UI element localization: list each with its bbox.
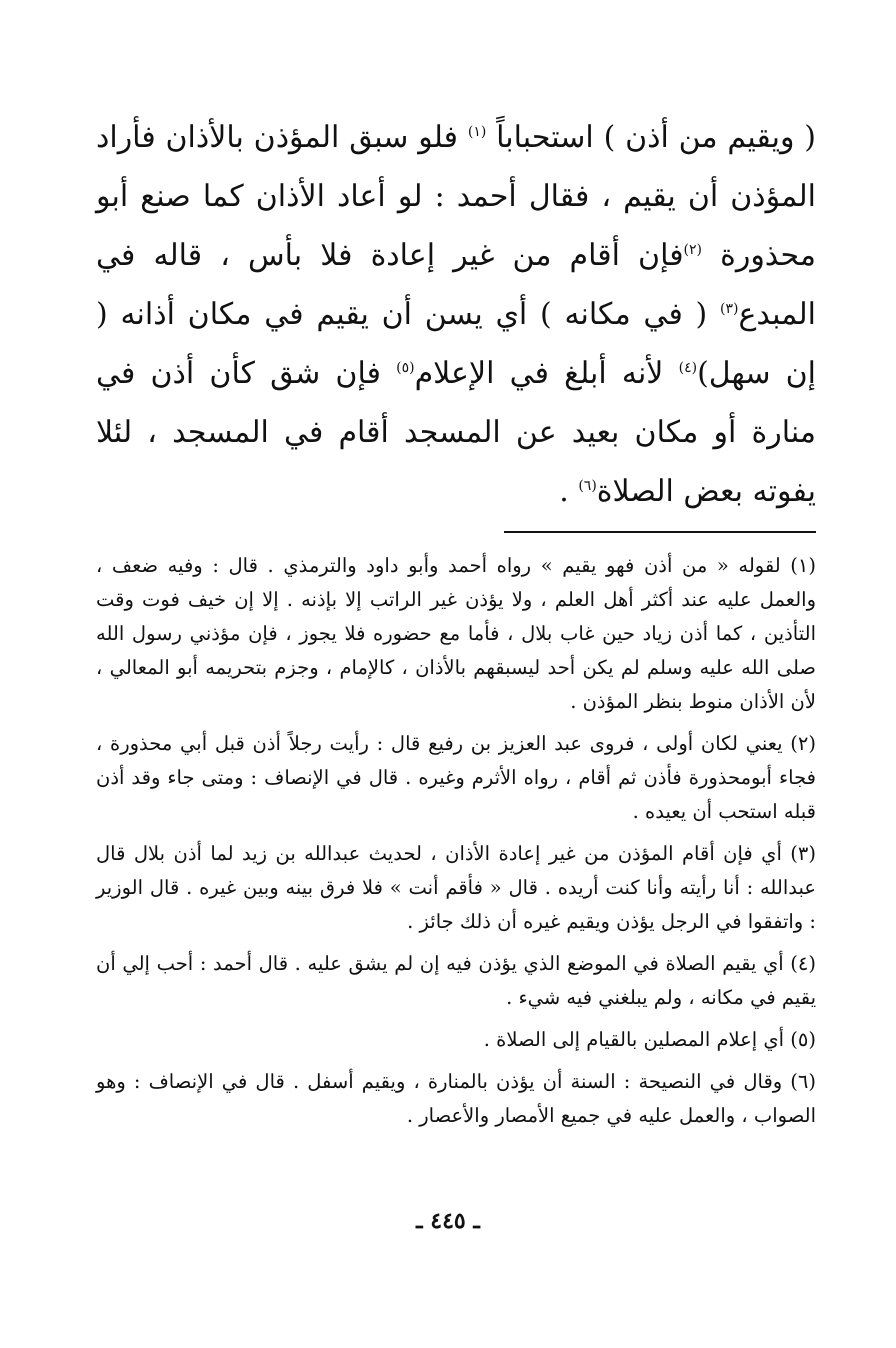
main-text-segment: فلو سبق المؤذن بالأذان فأراد المؤذن أن يقيم ، فقال أحمد : لو أعاد الأذان كما صنع أبو محذورة <box>96 120 816 273</box>
footnote-marker-5[interactable]: (٥) <box>396 360 415 376</box>
main-text-segment: ( ويقيم من أذن ) استحباباً <box>486 120 816 155</box>
footnote-1: (١) لقوله « من أذن فهو يقيم » رواه أحمد وأبو داود والترمذي . قال : وفيه ضعف ، والعمل عليه عند أكثر أهل العلم ، ولا يؤذن غير الراتب إلا بإذنه . إلا إن خيف فوت وقت التأذين ، كما أذن زياد حين غاب بلال ، فأما مع حضوره فلا يجوز ، فإن مؤذني رسول الله صلى الله عليه وسلم لم يكن أحد ليسبقهم بالأذان ، كالإمام ، وجزم بتحريمه أبو المعالي ، لأن الأذان منوط بنظر المؤذن . <box>96 554 816 713</box>
page-content <box>96 108 816 1141</box>
main-text-segment: لأنه أبلغ في الإعلام <box>414 356 679 391</box>
footnote-marker-4[interactable]: (٤) <box>678 360 698 376</box>
footnote-marker-1[interactable]: (١) <box>467 124 487 140</box>
page-number: ـ ٤٤٥ ـ <box>416 1208 480 1234</box>
footnote-4: (٤) أي يقيم الصلاة في الموضع الذي يؤذن فيه إن لم يشق عليه . قال أحمد : أحب إلي أن يقيم في مكانه ، ولم يبلغني فيه شيء . <box>96 952 816 1009</box>
footnotes-section <box>96 549 816 1133</box>
main-paragraph <box>96 108 816 521</box>
main-text-segment: فإن شق كأن أذن في منارة أو مكان بعيد عن المسجد أقام في المسجد ، لئلا يفوته بعض الصلاة <box>96 356 816 509</box>
main-text-segment: ( في مكانه ) أي يسن أن يقيم في مكان أذانه ( إن سهل) <box>96 297 817 391</box>
footnote-2: (٢) يعني لكان أولى ، فروى عبد العزيز بن رفيع قال : رأيت رجلاً أذن قبل أبي محذورة ، فجاء أبومحذورة فأذن ثم أقام ، رواه الأثرم وغيره . قال في الإنصاف : ومتى جاء وقد أذن قبله استحب أن يعيده . <box>96 732 816 823</box>
main-text <box>96 108 816 521</box>
main-text-segment: فإن أقام من غير إعادة فلا بأس ، قاله في المبدع <box>96 238 816 332</box>
footnote-marker-3[interactable]: (٣) <box>720 301 739 317</box>
main-text-segment: . <box>559 474 579 509</box>
footnote-5: (٥) أي إعلام المصلين بالقيام إلى الصلاة . <box>483 1028 816 1051</box>
footnote-divider <box>504 531 816 533</box>
footnote-3: (٣) أي فإن أقام المؤذن من غير إعادة الأذان ، لحديث عبدالله بن زيد لما أذن بلال قال عبدالله : أنا رأيته وأنا كنت أريده . قال « فأقم أنت » فلا فرق بينه وبين غيره . قال الوزير : واتفقوا في الرجل يؤذن ويقيم غيره أن ذلك جائز . <box>96 842 816 933</box>
footnote-marker-2[interactable]: (٢) <box>683 242 703 258</box>
footnote-6: (٦) وقال في النصيحة : السنة أن يؤذن بالمنارة ، ويقيم أسفل . قال في الإنصاف : وهو الصواب ، والعمل عليه في جميع الأمصار والأعصار . <box>96 1070 816 1127</box>
footnote-marker-6[interactable]: (٦) <box>578 478 597 494</box>
